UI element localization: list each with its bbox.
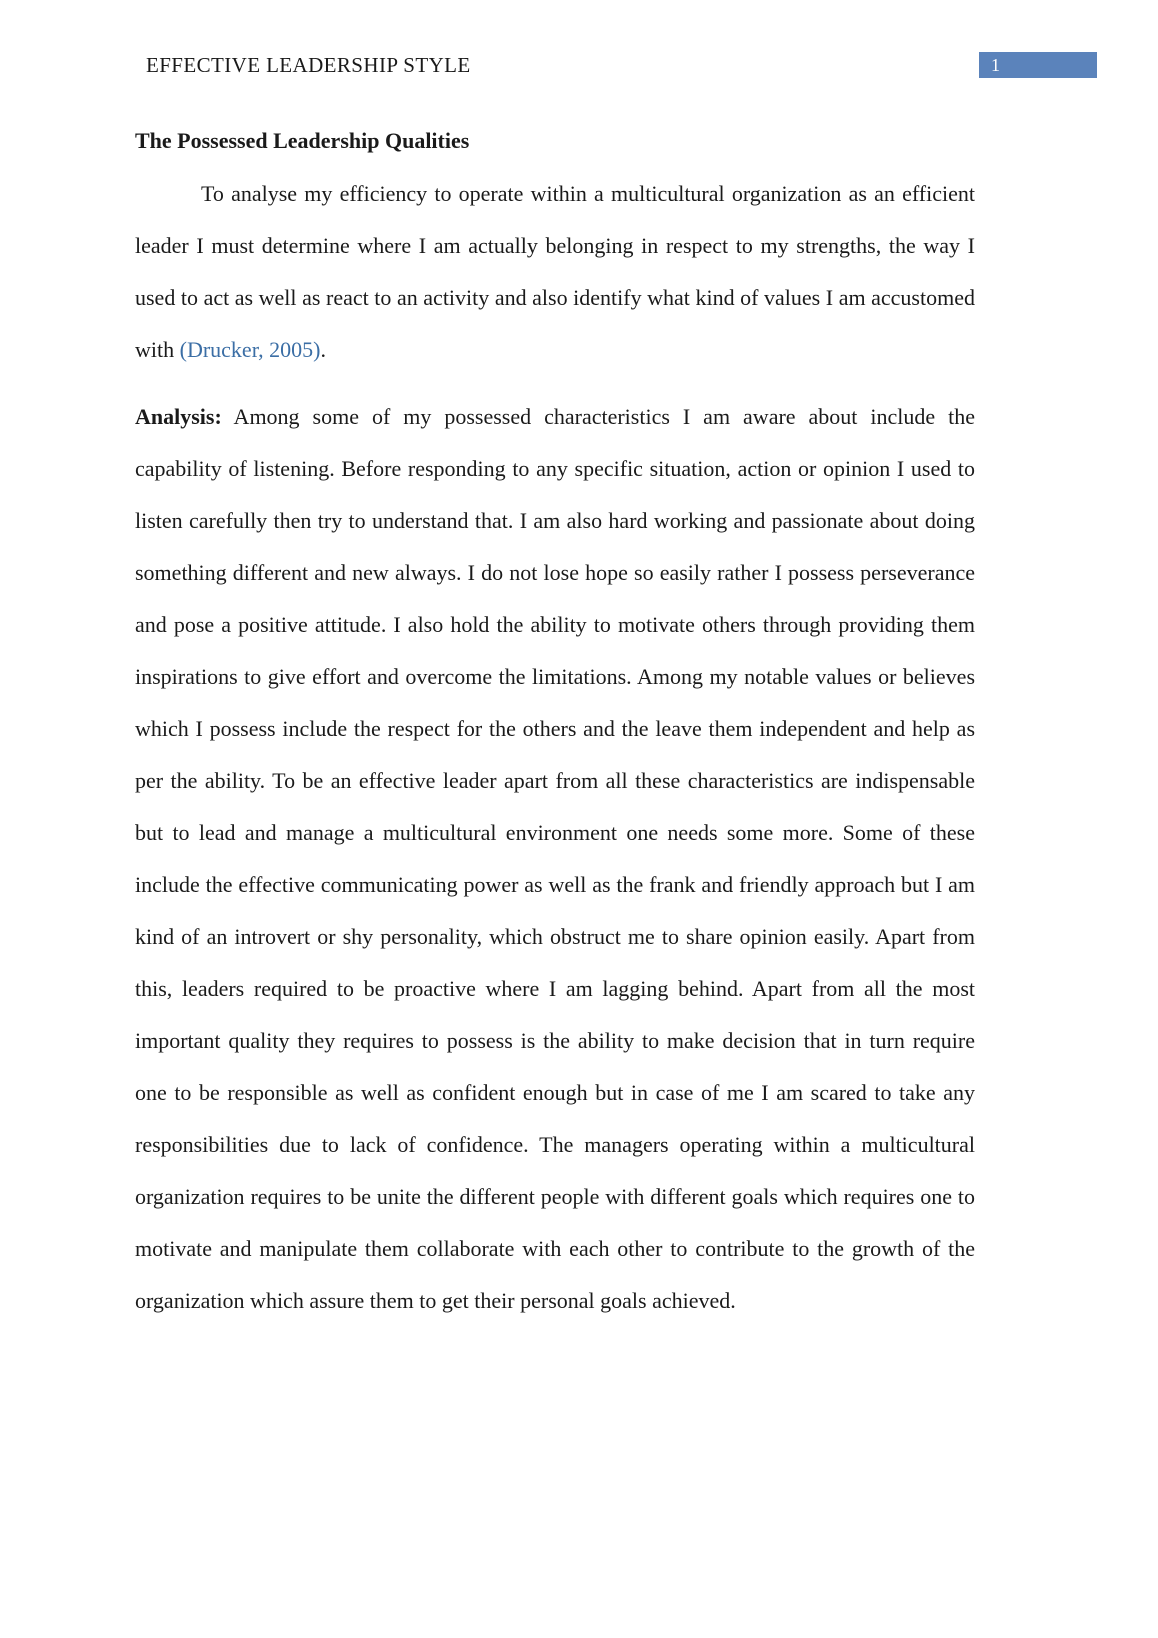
section-heading: The Possessed Leadership Qualities	[135, 128, 470, 153]
citation-link: (Drucker, 2005)	[179, 337, 321, 362]
paragraph-intro-end: .	[320, 337, 326, 362]
paragraph-intro-text: To analyse my efficiency to operate within a multicultural organization as an efficient leader I must determine where I am actually belonging in respect to my strengths, the way I used to act as well as react to an activity and also identify what kind of values I am accustomed with	[135, 181, 975, 362]
analysis-label: Analysis:	[135, 404, 222, 429]
analysis-text: Among some of my possessed characteristics I am aware about include the capability of listening. Before responding to any specific situation, action or opinion I used to listen carefully then try to understand that. I am also hard working and passionate about doing something different and new always. I do not lose hope so easily rather I possess perseverance and pose a positive attitude. I also hold the ability to motivate others through providing them inspirations to give effort and overcome the limitations. Among my notable values or believes which I possess include the respect for the others and the leave them independent and help as per the ability. To be an effective leader apart from all these characteristics are indispensable but to lead and manage a multicultural environment one needs some more. Some of these include the effective communicating power as well as the frank and friendly approach but I am kind of an introvert or shy personality, which obstruct me to share opinion easily. Apart from this, leaders required to be proactive where I am lagging behind. Apart from all the most important quality they requires to possess is the ability to make decision that in turn require one to be responsible as well as confident enough but in case of me I am scared to take any responsibilities due to lack of confidence. The managers operating within a multicultural organization requires to be unite the different people with different goals which requires one to motivate and manipulate them collaborate with each other to contribute to the growth of the organization which assure them to get their personal goals achieved.	[135, 404, 975, 1313]
document-body	[0, 128, 1158, 1327]
page-number-badge	[979, 52, 1097, 78]
paragraph-intro	[135, 168, 975, 376]
running-head: EFFECTIVE LEADERSHIP STYLE	[146, 52, 471, 77]
paragraph-analysis	[135, 391, 975, 1327]
page-header	[0, 0, 1158, 78]
page-number: 1	[991, 54, 1000, 75]
